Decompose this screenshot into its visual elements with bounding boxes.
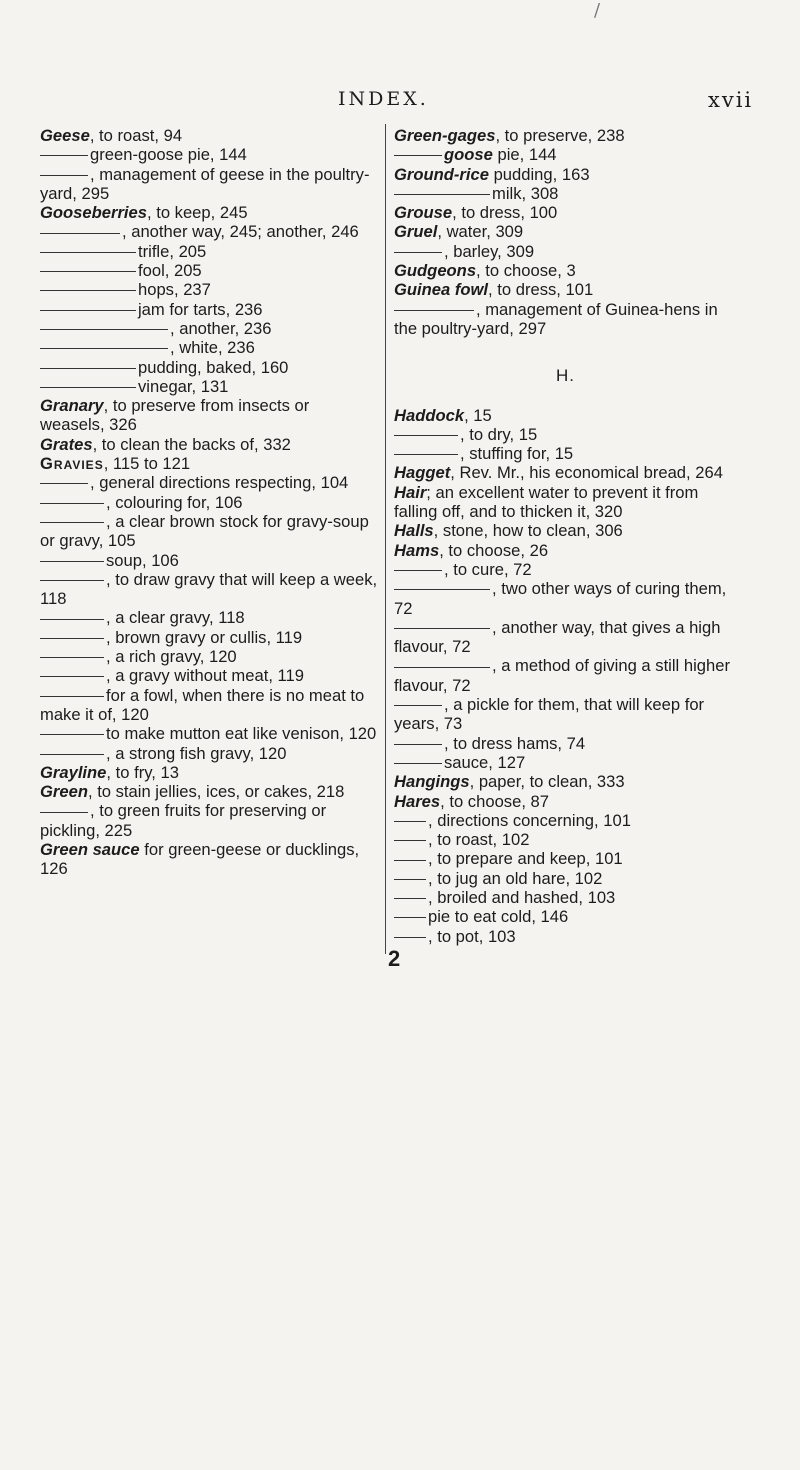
entry-text: , colouring for, 106	[106, 492, 243, 512]
entry-text: , to cure, 72	[444, 559, 532, 579]
entry-text: , water, 309	[437, 222, 524, 242]
entry-text: , to keep, 245	[146, 203, 248, 223]
index-entry	[40, 222, 378, 241]
index-entry	[394, 203, 737, 222]
entry-text: pie, 144	[492, 145, 557, 165]
signature-mark: 2	[388, 946, 401, 971]
index-entry	[394, 849, 737, 868]
index-entry	[394, 695, 737, 734]
ditto-rule	[394, 155, 442, 156]
index-entry	[40, 145, 378, 164]
ditto-rule	[394, 628, 490, 629]
entry-heading: Gruel	[394, 222, 438, 242]
ditto-rule	[394, 589, 490, 590]
ditto-rule	[394, 435, 458, 436]
ditto-rule	[40, 657, 104, 658]
index-entry	[394, 560, 737, 579]
entry-text: pudding, baked, 160	[138, 357, 289, 377]
index-entry	[394, 888, 737, 907]
entry-subheading: goose	[444, 145, 493, 165]
entry-text: , a strong fish gravy, 120	[106, 743, 287, 763]
entry-text: ; an excellent water to prevent it from falling off, and to thicken it, 320	[394, 482, 699, 522]
entry-heading: Grouse	[394, 203, 453, 223]
index-entry	[40, 628, 378, 647]
entry-text: , to dress hams, 74	[444, 733, 586, 753]
index-entry	[394, 145, 737, 164]
ditto-rule	[40, 580, 104, 581]
entry-text: , general directions respecting, 104	[90, 473, 349, 493]
entry-heading: Gravies	[40, 454, 104, 474]
entry-text: , to pot, 103	[428, 926, 516, 946]
index-entry	[394, 753, 737, 772]
ditto-rule	[40, 310, 136, 311]
index-entry	[40, 666, 378, 685]
ditto-rule	[394, 194, 490, 195]
index-entry	[394, 222, 737, 241]
entry-text: , to choose, 87	[440, 791, 549, 811]
index-entry	[394, 869, 737, 888]
index-entry	[40, 570, 378, 609]
entry-text: , to dry, 15	[460, 424, 538, 444]
ditto-rule	[40, 503, 104, 504]
page-number-roman: xvii	[708, 88, 754, 112]
ditto-rule	[40, 812, 88, 813]
index-entry	[40, 165, 378, 204]
entry-text: , a pickle for them, that will keep for years, 73	[394, 695, 705, 734]
entry-text: , another, 236	[170, 318, 272, 338]
ditto-rule	[40, 734, 104, 735]
index-entry	[40, 396, 378, 435]
entry-text: for green-geese or ducklings, 126	[40, 839, 360, 879]
index-entry	[40, 358, 378, 377]
index-entry	[40, 338, 378, 357]
entry-text: , to stain jellies, ices, or cakes, 218	[87, 782, 345, 802]
entry-text: , to preserve, 238	[495, 126, 625, 145]
entry-heading: Grates	[40, 434, 93, 454]
index-entry	[40, 242, 378, 261]
ditto-rule	[394, 744, 442, 745]
ditto-rule	[40, 696, 104, 697]
ditto-rule	[394, 840, 426, 841]
index-entry	[40, 435, 378, 454]
entry-text: milk, 308	[492, 183, 559, 203]
entry-text: , a method of giving a still higher flavour, 72	[394, 656, 730, 695]
index-entry	[40, 512, 378, 551]
ditto-rule	[394, 454, 458, 455]
ditto-rule	[394, 667, 490, 668]
entry-text: , a clear brown stock for gravy-soup or gravy, 105	[40, 511, 369, 551]
index-entry	[394, 811, 737, 830]
entry-text: , to prepare and keep, 101	[428, 849, 623, 869]
index-entry	[40, 608, 378, 627]
entry-text: , to preserve from insects or weasels, 326	[40, 396, 310, 435]
entry-heading: Gudgeons	[394, 261, 477, 281]
entry-heading: Guinea fowl	[394, 280, 489, 300]
index-entry	[40, 744, 378, 763]
entry-heading: Hams	[394, 540, 440, 560]
entry-heading: Hangings	[394, 772, 470, 792]
index-entry	[40, 763, 378, 782]
entry-text: , a clear gravy, 118	[106, 608, 245, 628]
ditto-rule	[40, 561, 104, 562]
entry-text: , management of Guinea-hens in the poultry-yard, 297	[394, 299, 718, 338]
entry-text: , to roast, 102	[428, 830, 530, 850]
ditto-rule	[40, 754, 104, 755]
index-entry	[40, 280, 378, 299]
column-divider	[385, 124, 386, 954]
ditto-rule	[394, 310, 474, 311]
index-entry	[394, 261, 737, 280]
index-entry	[40, 319, 378, 338]
entry-text: , to roast, 94	[89, 126, 183, 145]
index-entry	[40, 840, 378, 879]
ditto-rule	[40, 155, 88, 156]
entry-heading: Haddock	[394, 405, 465, 425]
index-entry	[40, 473, 378, 492]
entry-text: trifle, 205	[138, 241, 207, 261]
index-section-heading: H.	[556, 366, 575, 386]
entry-text: , to fry, 13	[106, 762, 179, 782]
index-entry	[394, 927, 737, 946]
entry-heading: Ground-rice	[394, 164, 489, 184]
entry-text: , 115 to 121	[103, 454, 191, 474]
entry-text: , another way, that gives a high flavour, 72	[394, 617, 721, 657]
entry-text: fool, 205	[138, 261, 202, 281]
entry-text: , paper, to clean, 333	[469, 772, 625, 792]
index-entry	[40, 647, 378, 666]
ditto-rule	[40, 271, 136, 272]
ditto-rule	[40, 252, 136, 253]
entry-heading: Hagget	[394, 463, 451, 483]
index-entry	[394, 483, 737, 522]
index-entry	[40, 203, 378, 222]
ditto-rule	[40, 522, 104, 523]
index-entry	[394, 772, 737, 791]
index-entry	[40, 493, 378, 512]
ditto-rule	[40, 676, 104, 677]
index-entry	[394, 541, 737, 560]
running-head-title: INDEX.	[338, 88, 429, 110]
index-entry	[40, 724, 378, 743]
index-entry	[394, 280, 737, 299]
index-entry	[394, 656, 737, 695]
running-header	[0, 88, 800, 118]
entry-text: , brown gravy or cullis, 119	[106, 627, 303, 647]
entry-heading: Grayline	[40, 762, 107, 782]
ditto-rule	[40, 638, 104, 639]
index-column-left	[40, 126, 378, 879]
index-entry	[394, 126, 737, 145]
index-entry	[394, 242, 737, 261]
ditto-rule	[40, 483, 88, 484]
entry-text: soup, 106	[106, 550, 179, 570]
ditto-rule	[394, 937, 426, 938]
entry-text: , to choose, 26	[439, 540, 549, 560]
entry-text: , to draw gravy that will keep a week, 118	[40, 569, 378, 609]
ditto-rule	[40, 233, 120, 234]
ditto-rule	[394, 879, 426, 880]
entry-text: pudding, 163	[488, 164, 590, 184]
ditto-rule	[394, 898, 426, 899]
index-entry	[394, 444, 737, 463]
entry-text: pie to eat cold, 146	[428, 907, 569, 927]
index-entry	[40, 126, 378, 145]
entry-heading: Hair	[394, 482, 427, 502]
ditto-rule	[394, 917, 426, 918]
page-corner-mark: /	[594, 0, 601, 21]
ditto-rule	[40, 619, 104, 620]
ditto-rule	[40, 290, 136, 291]
index-entry	[394, 579, 737, 618]
ditto-rule	[40, 329, 168, 330]
index-entry	[40, 782, 378, 801]
entry-text: for a fowl, when there is no meat to make it of, 120	[40, 685, 365, 724]
entry-text: hops, 237	[138, 280, 211, 300]
index-entry	[40, 801, 378, 840]
entry-text: , to jug an old hare, 102	[428, 868, 603, 888]
entry-text: jam for tarts, 236	[138, 299, 263, 319]
index-entry	[394, 184, 737, 203]
entry-heading: Gooseberries	[40, 203, 147, 223]
ditto-rule	[394, 821, 426, 822]
entry-text: , another way, 245; another, 246	[122, 222, 359, 242]
entry-text: vinegar, 131	[138, 376, 229, 396]
index-entry	[394, 792, 737, 811]
entry-text: , two other ways of curing them, 72	[394, 579, 727, 618]
entry-text: , broiled and hashed, 103	[428, 887, 616, 907]
entry-heading: Green sauce	[40, 839, 140, 859]
entry-text: , 15	[464, 405, 492, 425]
entry-text: , a gravy without meat, 119	[106, 666, 304, 686]
entry-heading: Granary	[40, 396, 104, 416]
entry-heading: Hares	[394, 791, 441, 811]
entry-text: , to green fruits for preserving or pickling, 225	[40, 801, 327, 840]
entry-text: green-goose pie, 144	[90, 145, 247, 165]
ditto-rule	[40, 348, 168, 349]
ditto-rule	[394, 705, 442, 706]
index-entry	[40, 686, 378, 725]
entry-text: , stone, how to clean, 306	[433, 521, 623, 541]
index-entry	[394, 907, 737, 926]
ditto-rule	[40, 387, 136, 388]
entry-text: to make mutton eat like venison, 120	[106, 724, 377, 744]
index-entry	[394, 734, 737, 753]
index-entry	[394, 618, 737, 657]
index-entry	[40, 300, 378, 319]
index-entry	[394, 300, 737, 339]
ditto-rule	[394, 860, 426, 861]
ditto-rule	[394, 763, 442, 764]
index-entry	[394, 165, 737, 184]
index-entry	[394, 830, 737, 849]
entry-text: , to choose, 3	[476, 261, 576, 281]
entry-text: , a rich gravy, 120	[106, 647, 237, 667]
entry-text: sauce, 127	[444, 752, 526, 772]
index-entry	[394, 521, 737, 540]
index-column-right	[394, 126, 737, 946]
entry-heading: Green-gages	[394, 126, 496, 145]
ditto-rule	[40, 368, 136, 369]
entry-text: , stuffing for, 15	[460, 444, 574, 464]
entry-text: , Rev. Mr., his economical bread, 264	[450, 463, 723, 483]
index-entry	[394, 406, 737, 425]
index-entry	[40, 377, 378, 396]
index-entry	[40, 551, 378, 570]
ditto-rule	[394, 252, 442, 253]
entry-text: , to dress, 100	[452, 203, 558, 223]
ditto-rule	[40, 175, 88, 176]
entry-heading: Geese	[40, 126, 90, 145]
entry-heading: Green	[40, 782, 88, 802]
entry-text: , white, 236	[170, 338, 255, 358]
index-entry	[394, 425, 737, 444]
entry-text: , barley, 309	[444, 241, 535, 261]
index-entry	[40, 454, 378, 473]
index-entry	[394, 463, 737, 482]
index-entry	[40, 261, 378, 280]
entry-text: , to clean the backs of, 332	[92, 434, 291, 454]
entry-heading: Halls	[394, 521, 434, 541]
ditto-rule	[394, 570, 442, 571]
entry-text: , to dress, 101	[488, 280, 594, 300]
entry-text: , directions concerning, 101	[428, 810, 631, 830]
entry-text: , management of geese in the poultry-yard, 295	[40, 164, 370, 203]
